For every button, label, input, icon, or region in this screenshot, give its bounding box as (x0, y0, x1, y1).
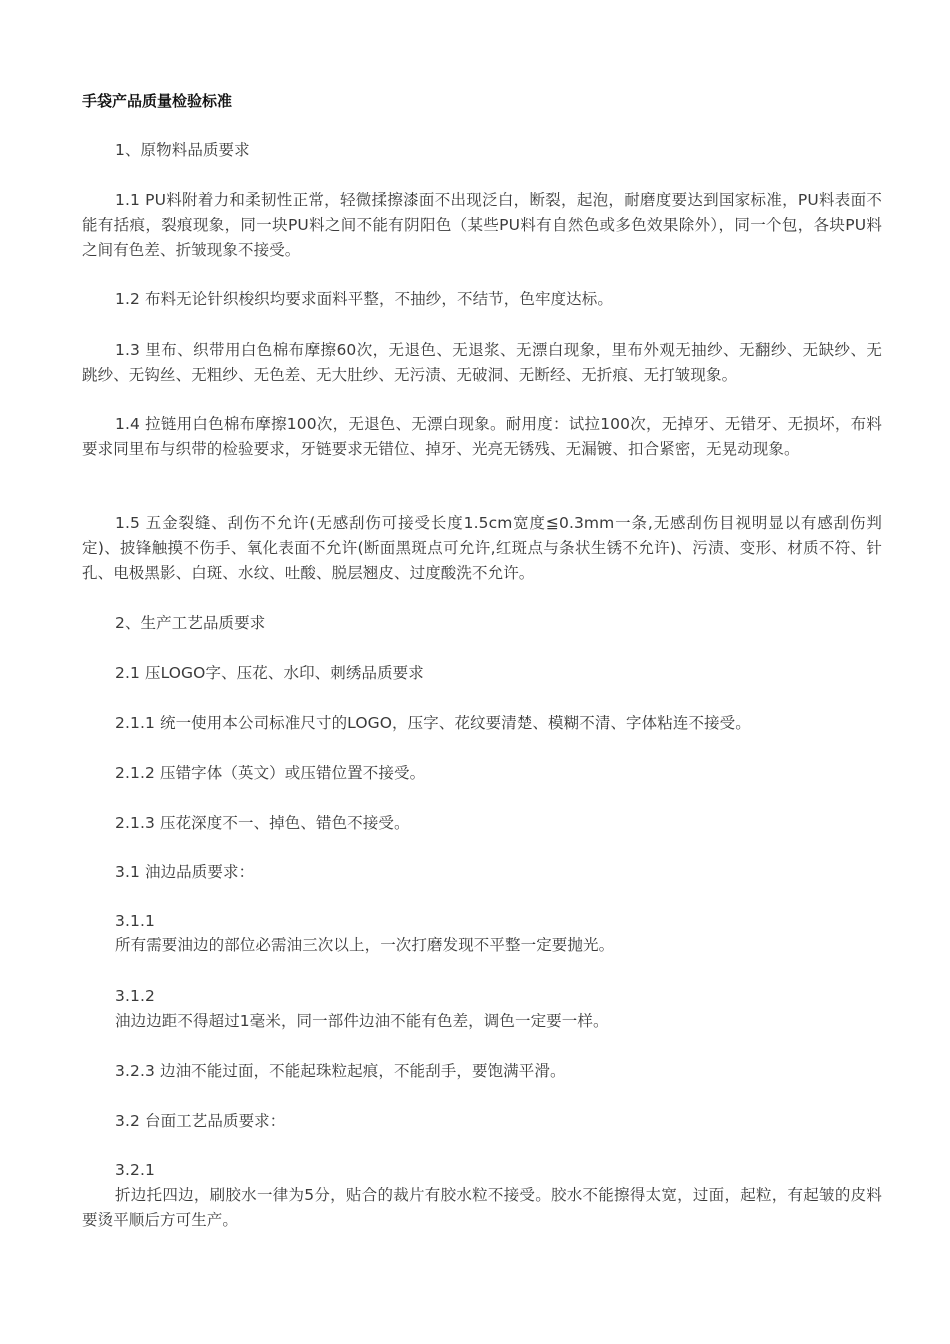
paragraph-3-2-1-number: 3.2.1 (115, 1161, 155, 1179)
paragraph-2-1: 2.1 压LOGO字、压花、水印、刺绣品质要求 (115, 664, 424, 682)
paragraph-2-1-1: 2.1.1 统一使用本公司标准尺寸的LOGO，压字、花纹要清楚、模糊不清、字体粘连不接受。 (115, 714, 751, 732)
paragraph-3-2-3: 3.2.3 边油不能过面，不能起珠粒起痕，不能刮手，要饱满平滑。 (115, 1062, 566, 1080)
paragraph-3-2-1-body: 折边托四边，刷胶水一律为5分，贴合的裁片有胶水粒不接受。胶水不能擦得太宽，过面，起粒，有起皱的皮料要烫平顺后方可生产。 (82, 1186, 882, 1229)
paragraph-1-3: 1.3 里布、织带用白色棉布摩擦60次，无退色、无退浆、无漂白现象，里布外观无抽纱、无翻纱、无缺纱、无跳纱、无钩丝、无粗纱、无色差、无大肚纱、无污渍、无破洞、无断经、无折痕、无打皱现象。 (82, 341, 882, 384)
paragraph-3-1-1-body: 所有需要油边的部位必需油三次以上，一次打磨发现不平整一定要抛光。 (115, 936, 615, 954)
paragraph-3-1-2-number: 3.1.2 (115, 987, 155, 1005)
paragraph-1-1: 1.1 PU料附着力和柔韧性正常，轻微揉擦漆面不出现泛白，断裂，起泡，耐磨度要达到国家标准，PU料表面不能有括痕，裂痕现象，同一块PU料之间不能有阴阳色（某些PU料有自然色或多色效果除外），同一个包，各块PU料之间有色差、折皱现象不接受。 (82, 191, 882, 259)
section-heading-production: 2、生产工艺品质要求 (115, 614, 266, 632)
paragraph-3-1-2-body: 油边边距不得超过1毫米，同一部件边油不能有色差，调色一定要一样。 (115, 1012, 609, 1030)
paragraph-1-4: 1.4 拉链用白色棉布摩擦100次，无退色、无漂白现象。耐用度：试拉100次，无掉牙、无错牙、无损坏，布料要求同里布与织带的检验要求，牙链要求无错位、掉牙、光亮无锈残、无漏镀、扣合紧密，无晃动现象。 (82, 415, 882, 458)
paragraph-2-1-3: 2.1.3 压花深度不一、掉色、错色不接受。 (115, 814, 410, 832)
paragraph-1-5: 1.5 五金裂缝、刮伤不允许(无感刮伤可接受长度1.5cm宽度≦0.3mm一条,无感刮伤目视明显以有感刮伤判定)、披锋触摸不伤手、氧化表面不允许(断面黑斑点可允许,红斑点与条状生锈不允许)、污渍、变形、材质不符、针孔、电极黑影、白斑、水纹、吐酸、脱层翘皮、过度酸洗不允许。 (82, 514, 882, 582)
paragraph-1-2: 1.2 布料无论针织梭织均要求面料平整，不抽纱，不结节，色牢度达标。 (115, 290, 613, 308)
document-title: 手袋产品质量检验标准 (82, 92, 233, 110)
paragraph-2-1-2: 2.1.2 压错字体（英文）或压错位置不接受。 (115, 764, 426, 782)
paragraph-3-1: 3.1 油边品质要求： (115, 863, 255, 881)
paragraph-3-2: 3.2 台面工艺品质要求： (115, 1112, 286, 1130)
paragraph-3-1-1-number: 3.1.1 (115, 912, 155, 930)
section-heading-raw-materials: 1、原物料品质要求 (115, 141, 250, 159)
